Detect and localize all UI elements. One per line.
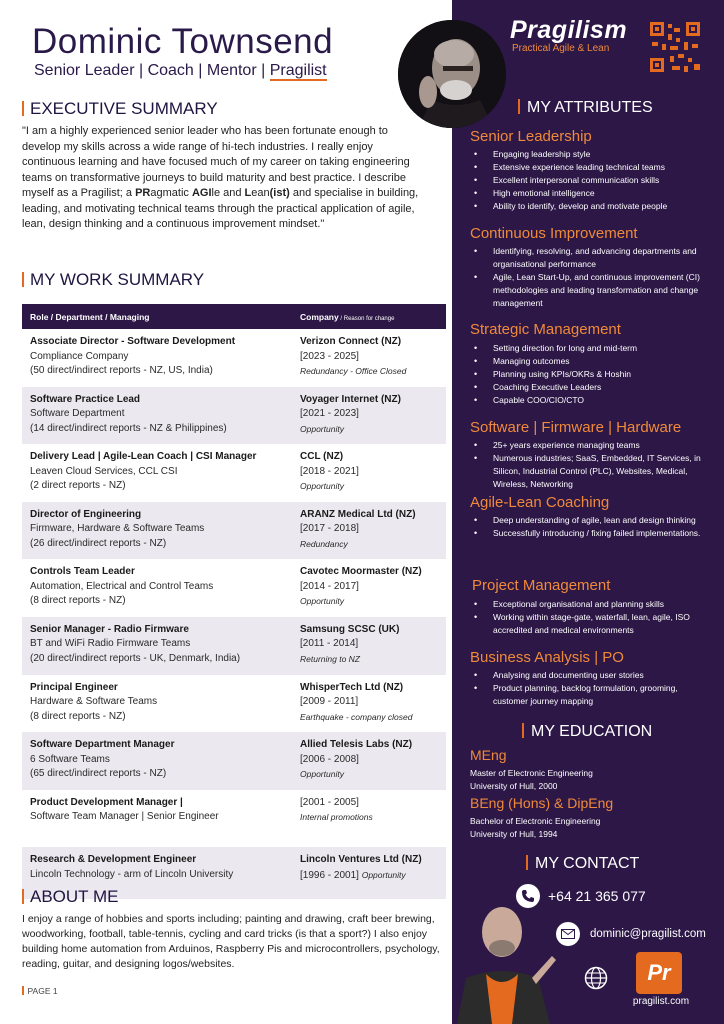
degree-institution: University of Hull, 2000 bbox=[470, 781, 558, 791]
role-department: Software Department bbox=[30, 408, 125, 420]
company-name: Verizon Connect (NZ) bbox=[300, 336, 402, 347]
company-cell bbox=[300, 565, 422, 612]
role-department: Hardware & Software Teams bbox=[30, 696, 158, 708]
role-reports: (20 direct/indirect reports - UK, Denmark, India) bbox=[30, 652, 241, 664]
role-cell bbox=[22, 738, 300, 785]
reason-text: Redundancy bbox=[300, 538, 348, 549]
reason-text: Opportunity bbox=[300, 769, 344, 780]
attribute-heading: Software | Firmware | Hardware bbox=[470, 419, 682, 436]
role-cell bbox=[22, 796, 300, 843]
list-item: • Deep understanding of agile, lean and design thinking bbox=[470, 514, 714, 527]
company-cell bbox=[300, 450, 359, 497]
company-cell bbox=[300, 623, 399, 670]
role-cell bbox=[22, 565, 300, 612]
tenure-years bbox=[300, 753, 412, 768]
tenure-years bbox=[300, 407, 401, 422]
email-address: dominic@pragilist.com bbox=[590, 928, 706, 940]
section-heading: EXECUTIVE SUMMARY bbox=[30, 99, 218, 118]
section-executive-summary bbox=[22, 99, 218, 119]
list-item: • Agile, Lean Start-Up, and continuous improvement (CI) methodologies and leading transformation and change management bbox=[470, 271, 714, 310]
role-department: Lincoln Technology - arm of Lincoln University bbox=[30, 868, 234, 880]
tenure-years bbox=[300, 796, 373, 811]
reason-text: Earthquake - company closed bbox=[300, 711, 413, 722]
accent-bar bbox=[22, 272, 24, 287]
years-text: [2006 - 2008] bbox=[300, 753, 359, 765]
role-title: Software Practice Lead bbox=[30, 393, 141, 405]
summary-part: "I am a highly experienced senior leader who has been fortunate enough to develop my skills across a wide range of hi-tech industries. I really enjoy continuous learning and have focused much of my career on taking engineering teams on transformative journeys to build maturity and best practice. I describe myself as a Pragilist; a bbox=[22, 125, 410, 199]
role-department: Leaven Cloud Services, CCL CSI bbox=[30, 465, 178, 477]
list-item: • Setting direction for long and mid-term bbox=[470, 342, 714, 355]
role-cell bbox=[22, 450, 300, 497]
role-department: Compliance Company bbox=[30, 350, 129, 362]
role-title: Controls Team Leader bbox=[30, 566, 135, 578]
years-text: [2009 - 2011] bbox=[300, 696, 359, 708]
list-item: • Managing outcomes bbox=[470, 355, 714, 368]
tenure-years bbox=[300, 637, 399, 652]
accent-bar bbox=[22, 101, 24, 116]
qr-code[interactable] bbox=[648, 20, 702, 74]
degree-details bbox=[470, 815, 600, 841]
summary-part: ean bbox=[251, 187, 270, 199]
company-cell bbox=[300, 393, 401, 440]
list-item: • Capable COO/CIO/CTO bbox=[470, 394, 714, 407]
executive-summary-text bbox=[22, 124, 428, 233]
list-item: • Numerous industries; SaaS, Embedded, IT Services, in Silicon, Industrial Control (PLC), Websites, Medical, Wireless, Networking bbox=[470, 452, 714, 491]
reason-text: Opportunity bbox=[300, 596, 344, 607]
company-cell bbox=[300, 508, 416, 555]
role-cell bbox=[22, 681, 300, 728]
attribute-heading: Project Management bbox=[472, 577, 611, 594]
tenure-years bbox=[300, 580, 422, 595]
role-reports: (65 direct/indirect reports - NZ) bbox=[30, 768, 167, 780]
years-text: [2023 - 2025] bbox=[300, 350, 359, 362]
portrait-image bbox=[398, 20, 506, 128]
list-item: • High emotional intelligence bbox=[470, 187, 714, 200]
globe-icon[interactable] bbox=[584, 966, 608, 995]
role-cell bbox=[22, 335, 300, 382]
column-header-role: Role / Department / Managing bbox=[30, 311, 150, 322]
role-reports: (8 direct reports - NZ) bbox=[30, 710, 126, 722]
work-table bbox=[22, 304, 446, 899]
tenure-years bbox=[300, 465, 359, 480]
attribute-heading: Strategic Management bbox=[470, 321, 621, 338]
website-link[interactable] bbox=[620, 952, 702, 1010]
section-heading: MY WORK SUMMARY bbox=[30, 270, 205, 289]
website-url: pragilist.com bbox=[632, 996, 690, 1007]
list-item: • Coaching Executive Leaders bbox=[470, 381, 714, 394]
section-education bbox=[522, 723, 652, 741]
section-heading: MY CONTACT bbox=[535, 855, 640, 872]
company-name: Samsung SCSC (UK) bbox=[300, 623, 400, 635]
tenure-years bbox=[300, 350, 406, 365]
list-item: • Identifying, resolving, and advancing departments and organisational performance bbox=[470, 245, 714, 271]
accent-bar bbox=[522, 723, 524, 738]
summary-bold: AGI bbox=[191, 187, 212, 199]
list-item: • Successfully introducing / fixing failed implementations. bbox=[470, 527, 714, 540]
summary-bold: (ist) bbox=[269, 187, 290, 199]
attribute-list bbox=[470, 342, 714, 407]
years-text: [2011 - 2014] bbox=[300, 638, 359, 650]
list-item: • Product planning, backlog formulation, grooming, customer journey mapping bbox=[470, 682, 714, 708]
subtitle-roles: Senior Leader | Coach | Mentor | bbox=[34, 62, 266, 79]
attribute-heading: Continuous Improvement bbox=[470, 225, 638, 242]
list-item: • Engaging leadership style bbox=[470, 148, 714, 161]
section-attributes bbox=[518, 99, 653, 117]
attribute-list bbox=[470, 514, 714, 540]
role-title: Delivery Lead | Agile-Lean Coach | CSI Manager bbox=[30, 451, 257, 463]
brand-mark: Pr bbox=[636, 952, 682, 994]
role-department: 6 Software Teams bbox=[30, 753, 110, 765]
company-name: CCL (NZ) bbox=[300, 451, 344, 463]
logo-tagline: Practical Agile & Lean bbox=[512, 43, 610, 54]
company-name: Lincoln Ventures Ltd (NZ) bbox=[300, 854, 422, 866]
table-row bbox=[22, 675, 446, 733]
table-row bbox=[22, 617, 446, 675]
section-contact bbox=[526, 855, 639, 873]
summary-bold: L bbox=[244, 187, 252, 199]
company-name: WhisperTech Ltd (NZ) bbox=[300, 681, 404, 693]
role-department: BT and WiFi Radio Firmware Teams bbox=[30, 638, 191, 650]
person-illustration bbox=[452, 900, 557, 1024]
table-row bbox=[22, 559, 446, 617]
role-title: Software Department Manager bbox=[30, 739, 175, 751]
list-item: • Planning using KPIs/OKRs & Hoshin bbox=[470, 368, 714, 381]
attribute-list bbox=[470, 439, 714, 491]
role-reports: (2 direct reports - NZ) bbox=[30, 480, 126, 492]
list-item: • Working within stage-gate, waterfall, lean, agile, ISO accredited and medical environments bbox=[470, 611, 714, 637]
logo-word: Pragilism bbox=[510, 16, 628, 44]
years-text: [2021 - 2023] bbox=[300, 408, 359, 420]
role-reports: (14 direct/indirect reports - NZ & Philippines) bbox=[30, 422, 227, 434]
company-cell bbox=[300, 796, 373, 843]
summary-part: agmatic bbox=[150, 187, 192, 199]
reason-text: Returning to NZ bbox=[300, 653, 360, 664]
page-number-label: PAGE 1 bbox=[27, 986, 58, 996]
degree-name: Master of Electronic Engineering bbox=[470, 768, 593, 778]
attribute-list bbox=[470, 245, 714, 310]
tenure-years bbox=[300, 695, 412, 710]
phone-number: +64 21 365 077 bbox=[548, 888, 646, 904]
column-header-company-label: Company bbox=[300, 311, 339, 322]
years-text: [2017 - 2018] bbox=[300, 523, 359, 535]
company-name: Allied Telesis Labs (NZ) bbox=[300, 739, 413, 751]
reason-text: Internal promotions bbox=[300, 812, 373, 823]
list-item: • Extensive experience leading technical teams bbox=[470, 161, 714, 174]
role-department: Firmware, Hardware & Software Teams bbox=[30, 523, 205, 535]
company-cell bbox=[300, 681, 412, 728]
years-text: [1996 - 2001] bbox=[300, 869, 359, 881]
section-heading: ABOUT ME bbox=[30, 887, 119, 906]
degree-title: BEng (Hons) & DipEng bbox=[470, 795, 614, 811]
table-row bbox=[22, 387, 446, 445]
section-work-summary bbox=[22, 270, 204, 290]
role-cell bbox=[22, 393, 300, 440]
profile-photo bbox=[398, 20, 506, 128]
about-text: I enjoy a range of hobbies and sports including; painting and drawing, craft beer brewing, woodworking, football, table-tennis, cycling and card tricks (is that a sport?) I also enjoy building home automation from Arduinos, Raspberry Pis and microcontrollers, psychology, reading, guitar, and designing logos/websites. bbox=[22, 913, 440, 970]
degree-details bbox=[470, 767, 593, 793]
email-icon bbox=[556, 922, 580, 946]
role-title: Senior Manager - Radio Firmware bbox=[30, 623, 189, 635]
company-cell bbox=[300, 738, 412, 785]
accent-bar bbox=[22, 889, 24, 904]
table-row bbox=[22, 444, 446, 502]
list-item: • Ability to identify, develop and motivate people bbox=[470, 200, 714, 213]
table-row bbox=[22, 732, 446, 790]
role-title: Product Development Manager | bbox=[30, 796, 183, 808]
section-heading: MY ATTRIBUTES bbox=[527, 99, 653, 116]
list-item: • 25+ years experience managing teams bbox=[470, 439, 714, 452]
reason-text: Opportunity bbox=[300, 481, 344, 492]
attribute-heading: Business Analysis | PO bbox=[470, 649, 624, 666]
brand-logo bbox=[510, 16, 627, 54]
role-department: Automation, Electrical and Control Teams bbox=[30, 580, 214, 592]
years-text: [2018 - 2021] bbox=[300, 465, 359, 477]
reason-text: Opportunity bbox=[361, 869, 406, 880]
years-text: [2014 - 2017] bbox=[300, 580, 359, 592]
reason-text: Opportunity bbox=[300, 423, 344, 434]
summary-part: le and bbox=[211, 187, 245, 199]
company-cell bbox=[300, 853, 422, 894]
degree-title: MEng bbox=[470, 747, 507, 763]
subtitle bbox=[34, 62, 327, 80]
reason-text: Redundancy - Office Closed bbox=[300, 366, 407, 376]
list-item: • Excellent interpersonal communication skills bbox=[470, 174, 714, 187]
qr-code-pattern bbox=[648, 20, 702, 74]
company-name: Voyager Internet (NZ) bbox=[300, 393, 401, 405]
attribute-heading: Senior Leadership bbox=[470, 128, 592, 145]
page-title: Dominic Townsend bbox=[32, 22, 334, 61]
list-item: • Analysing and documenting user stories bbox=[470, 669, 714, 682]
table-row bbox=[22, 502, 446, 560]
section-heading: MY EDUCATION bbox=[531, 723, 653, 740]
role-department: Software Team Manager | Senior Engineer bbox=[30, 811, 219, 823]
accent-bar bbox=[526, 855, 528, 870]
attribute-list bbox=[470, 598, 714, 637]
summary-part: and specialise in building, leading, and motivating technical teams through the practical application of agile, lean, design thinking and a continuous improvement mindset." bbox=[22, 187, 419, 230]
accent-bar bbox=[22, 986, 24, 995]
role-title: Director of Engineering bbox=[30, 508, 142, 520]
company-name: ARANZ Medical Ltd (NZ) bbox=[300, 508, 416, 520]
tenure-years bbox=[300, 868, 422, 884]
degree-name: Bachelor of Electronic Engineering bbox=[470, 816, 601, 826]
column-header-company bbox=[300, 312, 394, 322]
role-title: Associate Director - Software Development bbox=[30, 336, 236, 347]
degree-institution: University of Hull, 1994 bbox=[470, 829, 558, 839]
section-about-me bbox=[22, 887, 118, 907]
role-reports: (8 direct reports - NZ) bbox=[30, 595, 126, 607]
years-text: [2001 - 2005] bbox=[300, 796, 359, 808]
role-cell bbox=[22, 508, 300, 555]
column-header-reason: / Reason for change bbox=[338, 315, 395, 322]
attribute-list bbox=[470, 148, 714, 213]
contact-email[interactable] bbox=[556, 922, 706, 946]
role-title: Research & Development Engineer bbox=[30, 854, 197, 866]
subtitle-brand: Pragilist bbox=[269, 62, 327, 79]
work-table-header bbox=[22, 304, 446, 329]
role-reports: (50 direct/indirect reports - NZ, US, India) bbox=[30, 365, 213, 376]
page-number bbox=[22, 986, 58, 996]
work-table-body bbox=[22, 329, 446, 899]
role-reports: (26 direct/indirect reports - NZ) bbox=[30, 537, 167, 549]
accent-bar bbox=[518, 99, 520, 114]
role-cell bbox=[22, 623, 300, 670]
company-name: Cavotec Moormaster (NZ) bbox=[300, 566, 422, 578]
role-title: Principal Engineer bbox=[30, 681, 118, 693]
tenure-years bbox=[300, 522, 416, 537]
table-row bbox=[22, 329, 446, 387]
company-cell bbox=[300, 335, 406, 382]
attribute-heading: Agile-Lean Coaching bbox=[470, 494, 610, 511]
list-item: • Exceptional organisational and planning skills bbox=[470, 598, 714, 611]
attribute-list bbox=[470, 669, 714, 708]
table-row bbox=[22, 790, 446, 848]
summary-bold: PR bbox=[135, 187, 151, 199]
